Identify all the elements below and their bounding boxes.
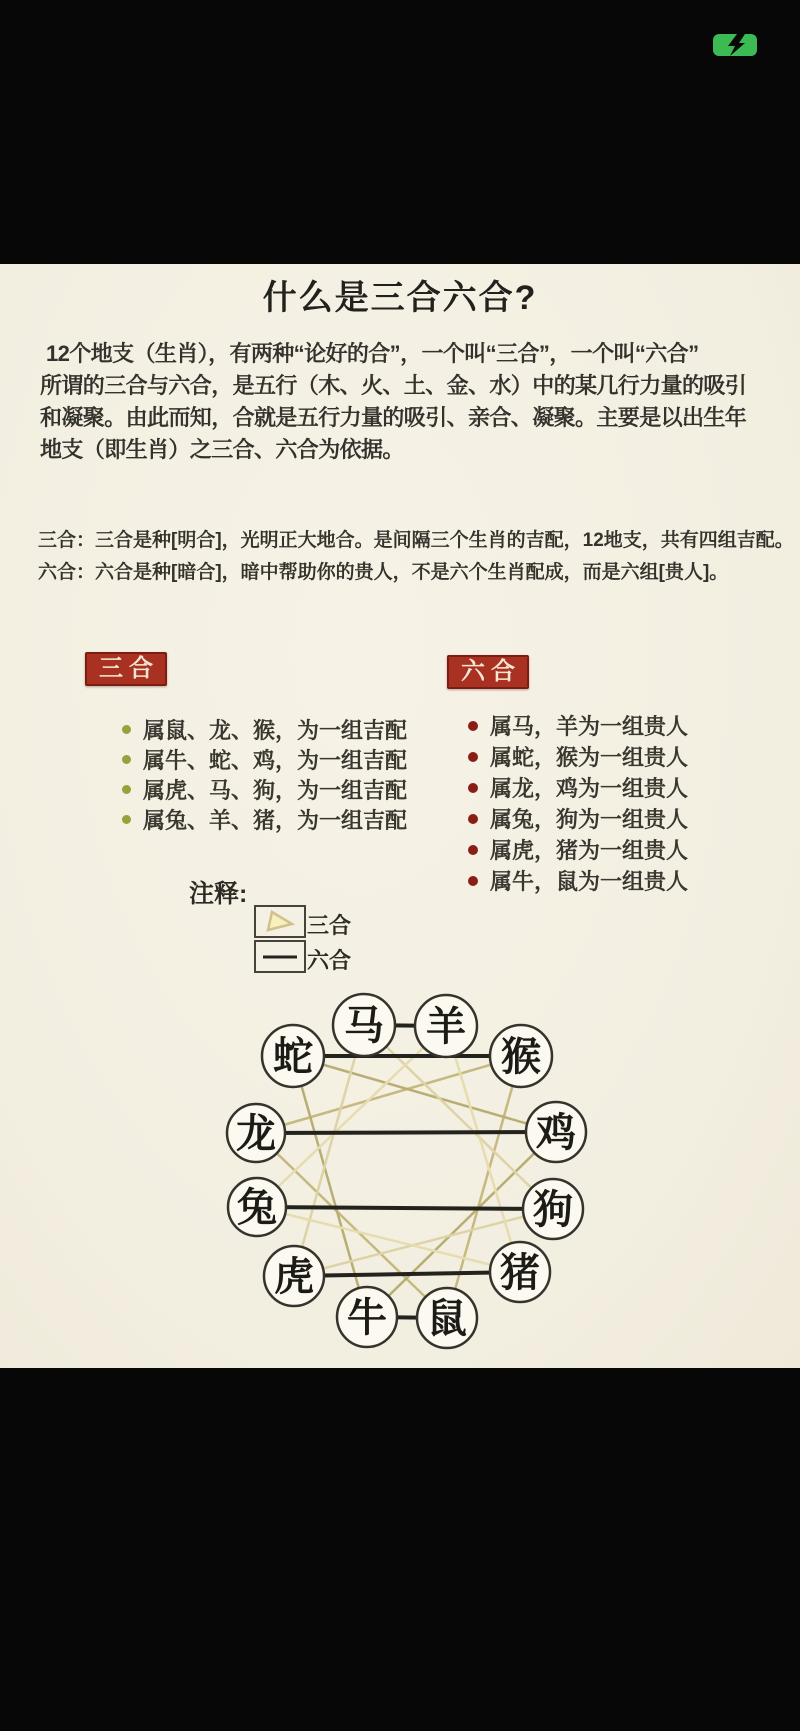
zodiac-node-monkey: [490, 1025, 552, 1087]
sanhe-badge: 三合: [85, 652, 167, 686]
list-item: [468, 710, 688, 741]
list-item: [468, 834, 688, 865]
liuhe-edge-dragon-rooster: [256, 1132, 556, 1133]
liuhe-edge-rabbit-dog: [257, 1207, 553, 1209]
bullet-icon: [468, 752, 478, 762]
intro-line: 12个地支（生肖），有两种“论好的合”，一个叫“三合”，一个叫“六合”: [46, 341, 699, 366]
infographic: [0, 264, 800, 1368]
page-title: 什么是三合六合?: [262, 279, 538, 317]
list-item-text: 属蛇，猴为一组贵人: [490, 745, 689, 770]
zodiac-node-rabbit: [228, 1178, 286, 1236]
list-item-text: 属马，羊为一组贵人: [490, 714, 689, 739]
line-icon: [256, 942, 304, 971]
bullet-icon: [122, 785, 131, 794]
intro-line: 所谓的三合与六合，是五行（木、火、土、金、水）中的某几行力量的吸引: [40, 373, 747, 398]
bullet-icon: [468, 783, 478, 793]
sanhe-list: [122, 714, 407, 834]
definition-line: 三合：三合是种[明合]，光明正大地合。是间隔三个生肖的吉配，12地支，共有四组吉配。: [38, 530, 794, 551]
list-item: [468, 741, 688, 772]
list-item: [122, 714, 407, 744]
zodiac-node-goat: [415, 995, 477, 1057]
liuhe-list: [468, 710, 688, 896]
zodiac-label: 鸡: [536, 1109, 576, 1156]
charging-flash-icon: [712, 33, 758, 57]
zodiac-label: 龙: [236, 1110, 276, 1157]
zodiac-label: 鼠: [427, 1295, 467, 1342]
list-item-text: 属虎、马、狗，为一组吉配: [143, 777, 408, 803]
zodiac-node-snake: [262, 1025, 324, 1087]
list-item: [122, 774, 407, 804]
definitions: [38, 525, 798, 589]
zodiac-label: 蛇: [273, 1033, 313, 1080]
legend-liuhe-symbol: [254, 940, 306, 973]
legend-sanhe-symbol: [254, 905, 306, 938]
intro-line: 地支（即生肖）之三合、六合为依据。: [40, 437, 404, 462]
list-item-text: 属牛、蛇、鸡，为一组吉配: [143, 747, 408, 773]
bullet-icon: [122, 725, 131, 734]
bullet-icon: [122, 755, 131, 764]
bullet-icon: [468, 876, 478, 886]
legend-label: 注释:: [189, 880, 248, 908]
bullet-icon: [122, 815, 131, 824]
zodiac-label: 虎: [274, 1253, 314, 1300]
zodiac-label: 狗: [533, 1186, 573, 1233]
zodiac-node-dog: [523, 1179, 583, 1239]
list-item: [468, 772, 688, 803]
legend-sanhe-label: 三合: [307, 913, 352, 938]
zodiac-diagram: [0, 985, 800, 1365]
list-item: [468, 865, 688, 896]
zodiac-node-dragon: [227, 1104, 285, 1162]
legend-liuhe-label: 六合: [307, 948, 352, 973]
list-item-text: 属鼠、龙、猴，为一组吉配: [143, 717, 408, 743]
zodiac-node-rooster: [526, 1102, 586, 1162]
zodiac-node-ox: [337, 1287, 397, 1347]
list-item-text: 属龙，鸡为一组贵人: [490, 776, 689, 801]
liuhe-badge: 六合: [447, 655, 529, 689]
zodiac-label: 兔: [237, 1184, 277, 1231]
zodiac-label: 羊: [426, 1003, 466, 1050]
zodiac-label: 猪: [500, 1249, 540, 1296]
zodiac-node-rat: [417, 1288, 477, 1348]
triangle-icon: [256, 907, 304, 936]
bottom-letterbox-bar: [0, 1368, 800, 1731]
list-item: [122, 744, 407, 774]
zodiac-node-horse: [333, 994, 395, 1056]
intro-paragraph: [40, 338, 780, 466]
definition-line: 六合：六合是种[暗合]，暗中帮助你的贵人，不是六个生肖配成，而是六组[贵人]。: [38, 562, 729, 583]
bullet-icon: [468, 814, 478, 824]
zodiac-label: 牛: [347, 1294, 387, 1341]
liuhe-edge-tiger-pig: [294, 1272, 520, 1276]
list-item-text: 属兔、羊、猪，为一组吉配: [143, 807, 408, 833]
list-item-text: 属兔，狗为一组贵人: [490, 807, 689, 832]
bullet-icon: [468, 721, 478, 731]
intro-line: 和凝聚。由此而知，合就是五行力量的吸引、亲合、凝聚。主要是以出生年: [40, 405, 747, 430]
zodiac-label: 马: [344, 1002, 384, 1049]
list-item-text: 属虎，猪为一组贵人: [490, 838, 689, 863]
top-letterbox-bar: [0, 0, 800, 264]
zodiac-node-tiger: [264, 1246, 324, 1306]
zodiac-node-pig: [490, 1242, 550, 1302]
zodiac-label: 猴: [501, 1033, 541, 1080]
list-item: [468, 803, 688, 834]
bullet-icon: [468, 845, 478, 855]
list-item-text: 属牛，鼠为一组贵人: [490, 869, 689, 894]
list-item: [122, 804, 407, 834]
